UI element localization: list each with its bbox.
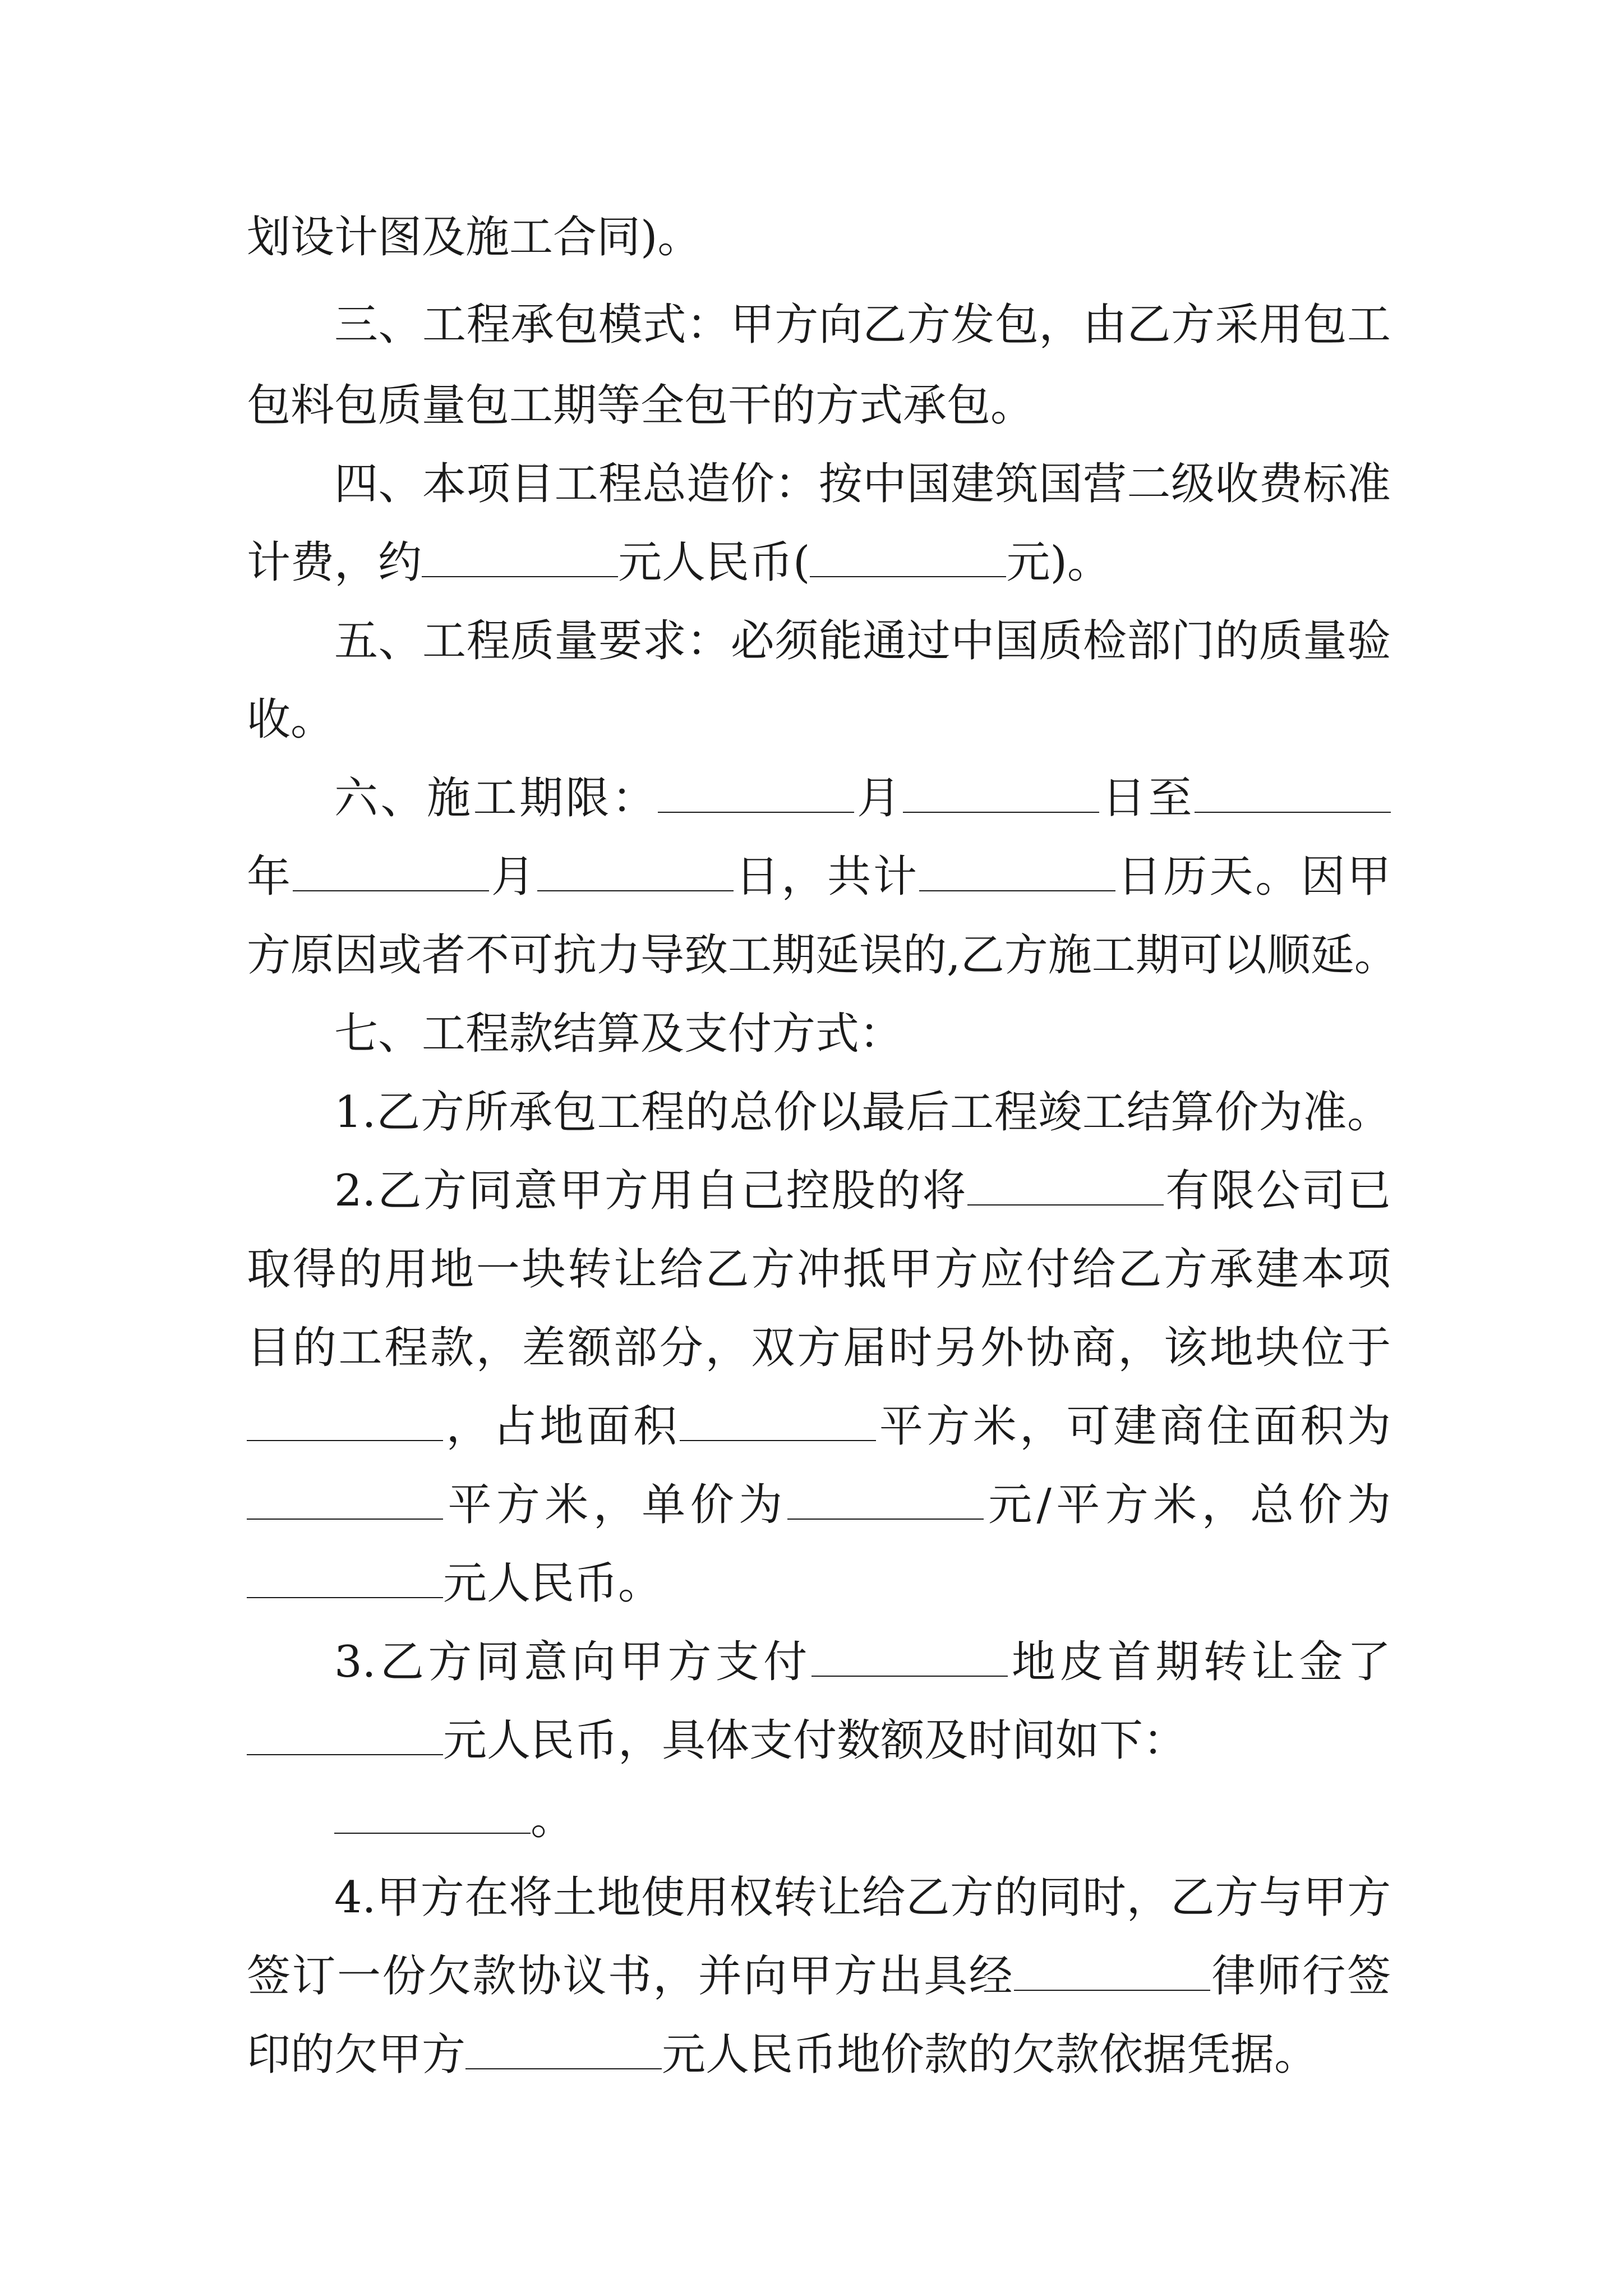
text-segment: 地皮首期转让金了 <box>1007 1637 1391 1687</box>
paragraph-line <box>247 1471 1391 1539</box>
paragraph-line: 划设计图及施工合同)。 <box>247 212 702 263</box>
fill-in-blank[interactable] <box>334 1790 531 1834</box>
text-segment: 3.乙方同意向甲方支付 <box>334 1637 811 1687</box>
fill-in-blank[interactable] <box>810 533 1006 577</box>
text-segment: 年 <box>247 852 293 902</box>
fill-in-blank[interactable] <box>537 848 734 891</box>
text-segment: 2.乙方同意甲方用自己控股的将 <box>334 1166 968 1216</box>
paragraph-line: 四、本项目工程总造价：按中国建筑国营二级收费标准 <box>334 459 1391 509</box>
paragraph-line: 方原因或者不可抗力导致工期延误的,乙方施工期可以顺延。 <box>247 930 1398 981</box>
text-segment: 律师行签 <box>1210 1951 1391 2001</box>
text-segment: 月 <box>854 773 903 823</box>
paragraph-line <box>247 2021 1391 2088</box>
fill-in-blank[interactable] <box>903 769 1099 813</box>
paragraph-line: 三、工程承包模式：甲方向乙方发包，由乙方采用包工 <box>334 300 1391 350</box>
fill-in-blank[interactable] <box>811 1633 1008 1677</box>
paragraph-line <box>247 1786 1391 1853</box>
paragraph-line <box>247 1707 1391 1774</box>
fill-in-blank[interactable] <box>293 848 489 891</box>
text-segment: 平方米，单价为 <box>443 1480 787 1530</box>
text-segment: 计费，约 <box>247 537 422 588</box>
paragraph-line: 目的工程款，差额部分，双方届时另外协商，该地块位于 <box>247 1323 1391 1373</box>
paragraph-line <box>247 1157 1391 1225</box>
paragraph-line: 取得的用地一块转让给乙方冲抵甲方应付给乙方承建本项 <box>247 1244 1391 1295</box>
paragraph-line: 包料包质量包工期等全包干的方式承包。 <box>247 380 1035 431</box>
text-segment: 日，共计 <box>733 852 919 902</box>
fill-in-blank[interactable] <box>247 1397 443 1441</box>
fill-in-blank[interactable] <box>680 1397 876 1441</box>
text-segment: 元人民币，具体支付数额及时间如下： <box>443 1715 1187 1766</box>
paragraph-line <box>247 1550 1391 1617</box>
text-segment: 元)。 <box>1006 537 1111 588</box>
text-segment: 元/平方米，总价为 <box>983 1480 1391 1530</box>
paragraph-line <box>247 843 1391 910</box>
text-segment: 有限公司已 <box>1164 1166 1391 1216</box>
paragraph-line: 七、工程款结算及支付方式： <box>334 1009 903 1059</box>
paragraph-line <box>247 1943 1391 2010</box>
text-segment: 月 <box>488 852 537 902</box>
fill-in-blank[interactable] <box>967 1162 1164 1205</box>
text-segment: 印的欠甲方 <box>247 2030 466 2080</box>
text-segment: ，占地面积 <box>443 1401 680 1452</box>
fill-in-blank[interactable] <box>658 769 854 813</box>
fill-in-blank[interactable] <box>247 1476 443 1520</box>
fill-in-blank[interactable] <box>1014 1947 1210 1991</box>
text-segment: 平方米，可建商住面积为 <box>876 1401 1391 1452</box>
paragraph-line <box>247 1393 1391 1460</box>
fill-in-blank[interactable] <box>247 1711 443 1755</box>
text-segment: 日历天。因甲 <box>1115 852 1391 902</box>
text-segment: 。 <box>531 1794 575 1844</box>
paragraph-line <box>247 529 1391 596</box>
text-segment: 签订一份欠款协议书，并向甲方出具经 <box>247 1951 1015 2001</box>
fill-in-blank[interactable] <box>787 1476 984 1520</box>
text-segment: 日至 <box>1099 773 1195 823</box>
paragraph-line: 五、工程质量要求：必须能通过中国质检部门的质量验 <box>334 616 1391 666</box>
fill-in-blank[interactable] <box>1195 769 1391 813</box>
text-segment: 六、施工期限： <box>334 773 658 823</box>
text-segment: 元人民币( <box>618 537 810 588</box>
text-segment: 元人民币地价款的欠款依据凭据。 <box>662 2030 1318 2080</box>
paragraph-line: 1.乙方所承包工程的总价以最后工程竣工结算价为准。 <box>334 1087 1391 1138</box>
fill-in-blank[interactable] <box>465 2026 662 2069</box>
paragraph-line <box>247 765 1391 832</box>
paragraph-line: 收。 <box>247 694 335 745</box>
document-page <box>247 0 1398 2296</box>
fill-in-blank[interactable] <box>919 848 1115 891</box>
paragraph-line <box>247 1628 1391 1696</box>
paragraph-line: 4.甲方在将土地使用权转让给乙方的同时，乙方与甲方 <box>334 1872 1391 1923</box>
text-segment: 元人民币。 <box>443 1558 662 1609</box>
fill-in-blank[interactable] <box>247 1554 443 1598</box>
fill-in-blank[interactable] <box>422 533 618 577</box>
